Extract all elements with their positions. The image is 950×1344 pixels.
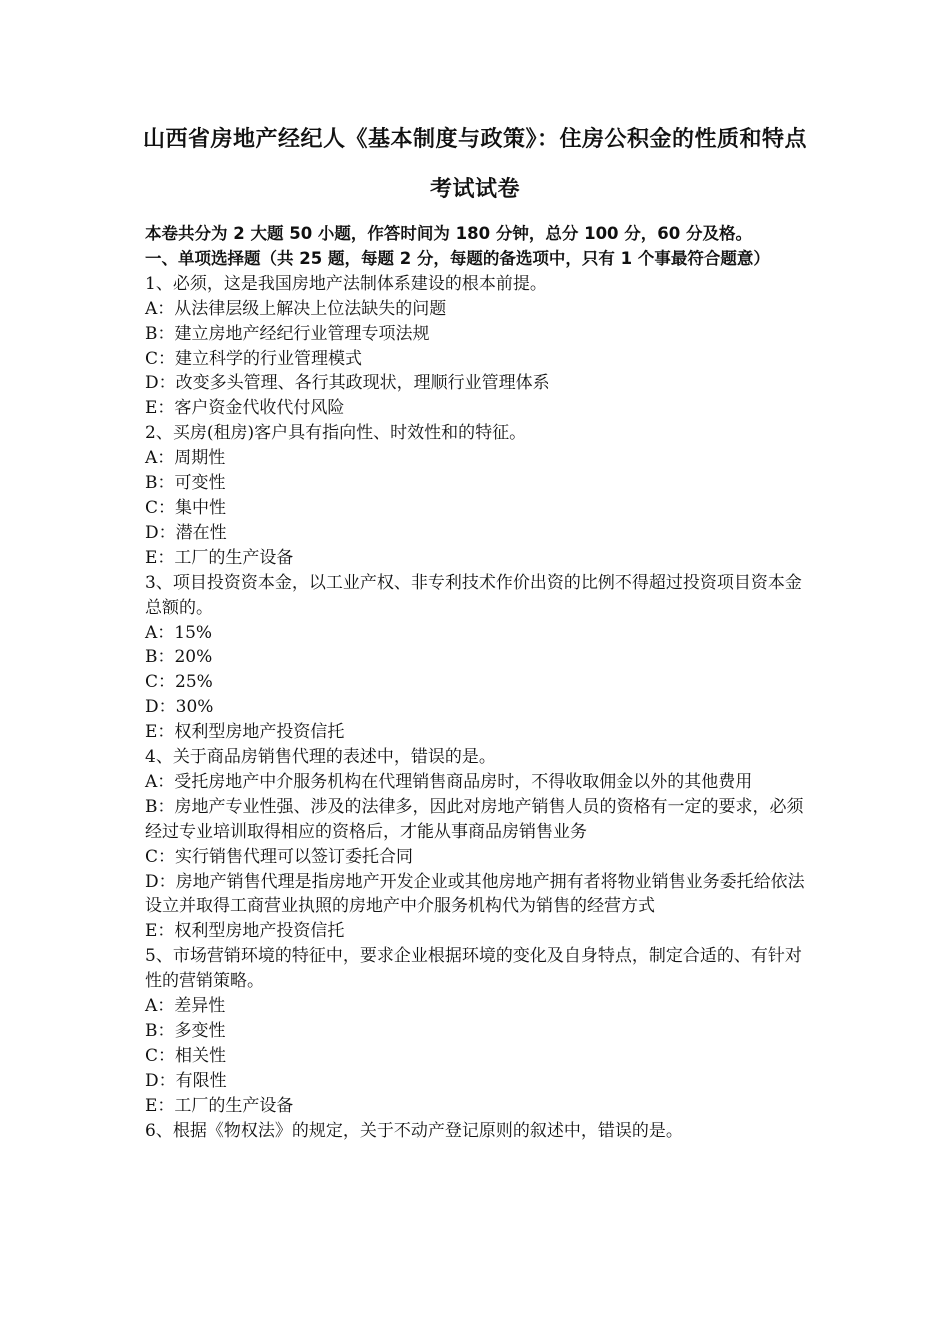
question-option: E：权利型房地产投资信托	[145, 722, 345, 743]
document-title-line-2: 考试试卷	[429, 177, 520, 202]
question-option: B：可变性	[145, 473, 226, 494]
question-stem: 6、根据《物权法》的规定，关于不动产登记原则的叙述中，错误的是。	[145, 1120, 683, 1141]
question-3	[145, 571, 813, 745]
question-stem: 2、买房(租房)客户具有指向性、时效性和的特征。	[145, 423, 527, 444]
question-option: D：潜在性	[145, 522, 227, 543]
question-option: B：房地产专业性强、涉及的法律多，因此对房地产销售人员的资格有一定的要求，必须经过专业培训取得相应的资格后，才能从事商品房销售业务	[145, 796, 804, 842]
question-option: C：相关性	[145, 1045, 227, 1066]
question-stem: 3、项目投资资本金，以工业产权、非专利技术作价出资的比例不得超过投资项目资本金总额的。	[145, 572, 802, 618]
question-option: C：集中性	[145, 497, 227, 518]
question-option: A：15%	[145, 622, 213, 643]
question-4	[145, 745, 813, 944]
question-option: E：权利型房地产投资信托	[145, 921, 345, 942]
question-option: A：周期性	[145, 448, 226, 469]
question-option: B：20%	[145, 647, 213, 668]
question-option: D：有限性	[145, 1070, 227, 1091]
question-option: E：工厂的生产设备	[145, 547, 294, 568]
question-option: A：从法律层级上解决上位法缺失的问题	[145, 298, 447, 319]
question-option: C：25%	[145, 672, 213, 693]
question-option: A：差异性	[145, 996, 226, 1017]
question-option: A：受托房地产中介服务机构在代理销售商品房时，不得收取佣金以外的其他费用	[145, 771, 753, 792]
question-5	[145, 944, 813, 1118]
question-6	[145, 1119, 813, 1144]
document-title-line-1: 山西省房地产经纪人《基本制度与政策》：住房公积金的性质和特点	[142, 127, 807, 152]
question-2	[145, 421, 813, 570]
question-option: D：30%	[145, 697, 214, 718]
question-stem: 1、必须，这是我国房地产法制体系建设的根本前提。	[145, 273, 547, 294]
question-1	[145, 272, 813, 421]
section-heading: 一、单项选择题（共 25 题，每题 2 分，每题的备选项中，只有 1 个事最符合题意）	[145, 248, 770, 268]
question-option: C：实行销售代理可以签订委托合同	[145, 846, 414, 867]
question-option: E：客户资金代收代付风险	[145, 398, 345, 419]
question-option: B：多变性	[145, 1021, 226, 1041]
question-option: B：建立房地产经纪行业管理专项法规	[145, 323, 430, 344]
question-option: D：改变多头管理、各行其政现状，理顺行业管理体系	[145, 373, 550, 394]
question-stem: 5、市场营销环境的特征中，要求企业根据环境的变化及自身特点，制定合适的、有针对性的营销策略。	[145, 946, 802, 992]
document-body	[145, 222, 813, 1144]
question-option: E：工厂的生产设备	[145, 1095, 294, 1116]
question-option: C：建立科学的行业管理模式	[145, 348, 363, 369]
question-stem: 4、关于商品房销售代理的表述中，错误的是。	[145, 747, 496, 768]
exam-intro: 本卷共分为 2 大题 50 小题，作答时间为 180 分钟，总分 100 分，60 分及格。	[145, 224, 752, 243]
question-option: D：房地产销售代理是指房地产开发企业或其他房地产拥有者将物业销售业务委托给依法设立并取得工商营业执照的房地产中介服务机构代为销售的经营方式	[145, 871, 805, 917]
